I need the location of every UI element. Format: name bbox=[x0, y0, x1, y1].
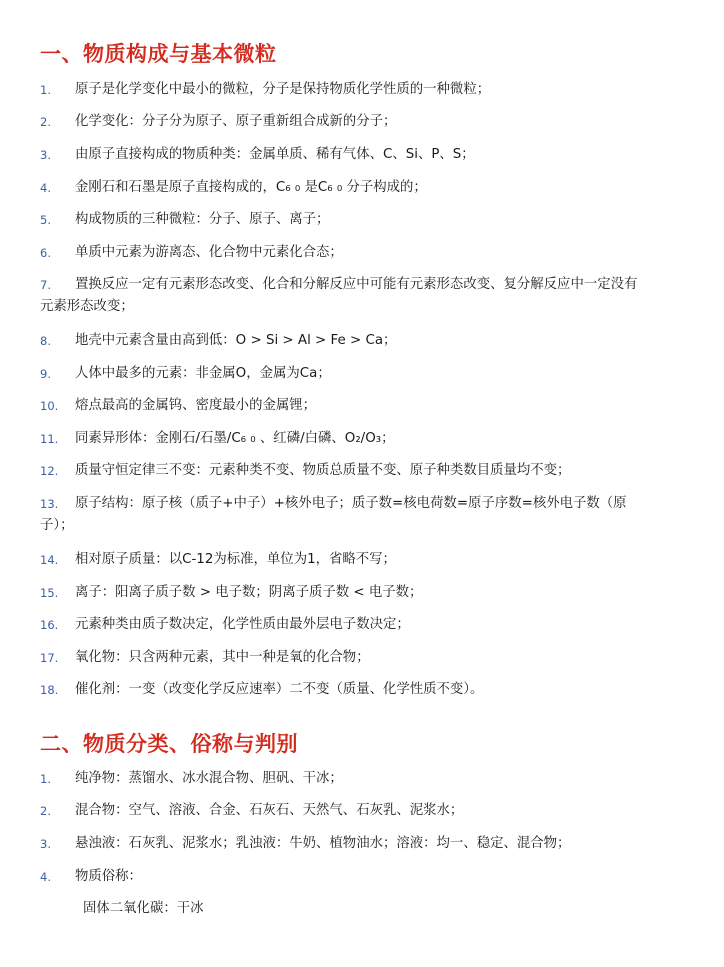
list-item-number: 2. bbox=[40, 804, 51, 818]
list-item-text: 物质俗称： bbox=[75, 869, 142, 884]
list-item-text: 催化剂：一变（改变化学反应速率）二不变（质量、化学性质不变）。 bbox=[75, 682, 484, 697]
list-item-text: 构成物质的三种微粒：分子、原子、离子； bbox=[75, 212, 330, 227]
list-item-number: 17. bbox=[40, 651, 59, 665]
list-item-text: 置换反应一定有元素形态改变、化合和分解反应中可能有元素形态改变、复分解反应中一定没有 bbox=[75, 277, 638, 292]
list-item-number: 1. bbox=[40, 83, 51, 97]
list-item-number: 14. bbox=[40, 553, 59, 567]
section-1-heading: 一、物质构成与基本微粒 bbox=[40, 42, 277, 66]
list-item-number: 8. bbox=[40, 334, 51, 348]
list-item-number: 3. bbox=[40, 148, 51, 162]
list-item-number: 16. bbox=[40, 618, 59, 632]
list-item-number: 5. bbox=[40, 213, 51, 227]
list-item-number: 1. bbox=[40, 772, 51, 786]
list-item-number: 11. bbox=[40, 432, 59, 446]
list-item-text: 金刚石和石墨是原子直接构成的，C₆ ₀ 是C₆ ₀ 分子构成的； bbox=[75, 180, 427, 195]
list-item-number: 4. bbox=[40, 870, 51, 884]
section-2-heading: 二、物质分类、俗称与判别 bbox=[40, 732, 298, 756]
sub-item-dry-ice: 固体二氧化碳：干冰 bbox=[83, 901, 204, 916]
list-item-text: 混合物：空气、溶液、合金、石灰石、天然气、石灰乳、泥浆水； bbox=[75, 803, 464, 818]
list-item-text: 熔点最高的金属钨、密度最小的金属锂； bbox=[75, 398, 317, 413]
list-item-text: 相对原子质量：以C-12为标准，单位为1，省略不写； bbox=[75, 552, 396, 567]
list-item-number: 13. bbox=[40, 497, 59, 511]
list-item-text: 悬浊液：石灰乳、泥浆水；乳浊液：牛奶、植物油水；溶液：均一、稳定、混合物； bbox=[75, 836, 571, 851]
list-item-text: 同素异形体：金刚石/石墨/C₆ ₀ 、红磷/白磷、O₂/O₃； bbox=[75, 431, 395, 446]
list-item-text: 单质中元素为游离态、化合物中元素化合态； bbox=[75, 245, 343, 260]
list-item-text: 由原子直接构成的物质种类：金属单质、稀有气体、C、Si、P、S； bbox=[75, 147, 475, 162]
list-item-number: 10. bbox=[40, 399, 59, 413]
list-item-number: 18. bbox=[40, 683, 59, 697]
list-item-continuation: 子）； bbox=[40, 518, 74, 533]
list-item-text: 原子结构：原子核（质子+中子）+核外电子；质子数=核电荷数=原子序数=核外电子数（原 bbox=[75, 496, 627, 511]
list-item-text: 化学变化：分子分为原子、原子重新组合成新的分子； bbox=[75, 114, 397, 129]
list-item-number: 2. bbox=[40, 115, 51, 129]
list-item-number: 7. bbox=[40, 278, 51, 292]
list-item-number: 9. bbox=[40, 367, 51, 381]
list-item-number: 15. bbox=[40, 586, 59, 600]
list-item-text: 质量守恒定律三不变：元素种类不变、物质总质量不变、原子种类数目质量均不变； bbox=[75, 463, 571, 478]
list-item-text: 人体中最多的元素：非金属O，金属为Ca； bbox=[75, 366, 331, 381]
list-item-number: 4. bbox=[40, 181, 51, 195]
list-item-text: 纯净物：蒸馏水、冰水混合物、胆矾、干冰； bbox=[75, 771, 343, 786]
list-item-text: 氧化物：只含两种元素，其中一种是氧的化合物； bbox=[75, 650, 370, 665]
list-item-text: 地壳中元素含量由高到低：O > Si > Al > Fe > Ca； bbox=[75, 333, 397, 348]
list-item-text: 原子是化学变化中最小的微粒，分子是保持物质化学性质的一种微粒； bbox=[75, 82, 491, 97]
list-item-text: 离子：阳离子质子数 > 电子数；阴离子质子数 < 电子数； bbox=[75, 585, 423, 600]
list-item-number: 6. bbox=[40, 246, 51, 260]
list-item-number: 3. bbox=[40, 837, 51, 851]
list-item-continuation: 元素形态改变； bbox=[40, 299, 134, 314]
list-item-number: 12. bbox=[40, 464, 59, 478]
list-item-text: 元素种类由质子数决定，化学性质由最外层电子数决定； bbox=[75, 617, 410, 632]
